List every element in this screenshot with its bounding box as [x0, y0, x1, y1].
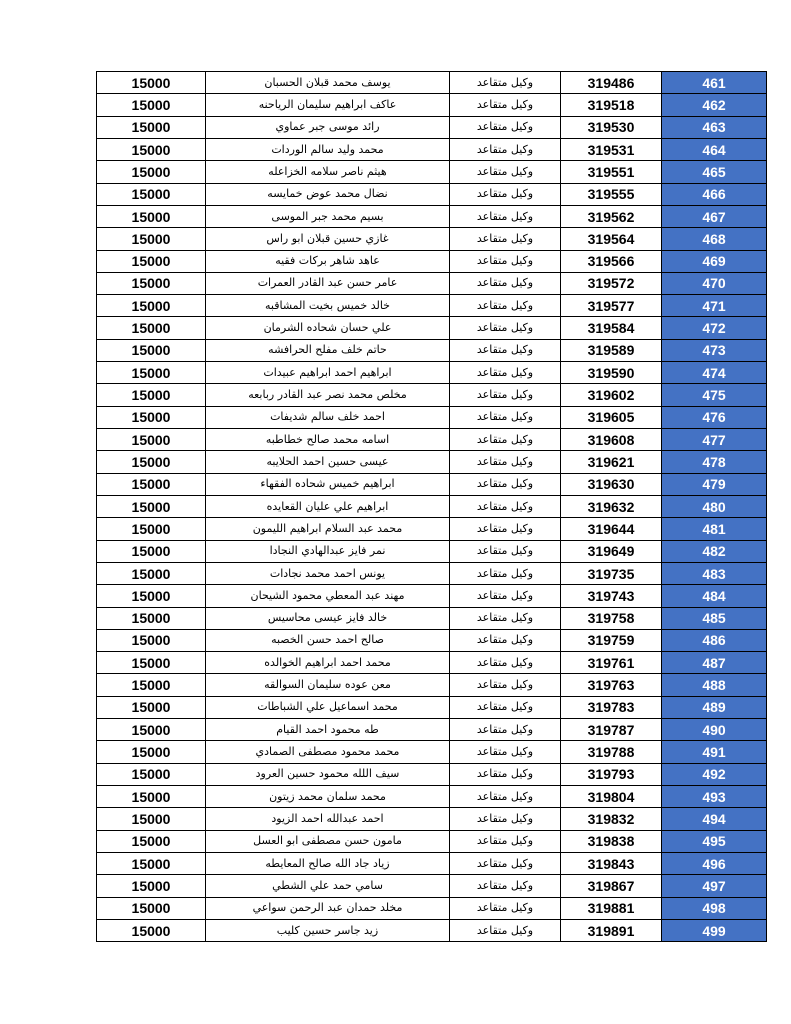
amount-cell: 15000	[97, 161, 206, 183]
amount-cell: 15000	[97, 138, 206, 160]
sequence-cell: 472	[662, 317, 767, 339]
sequence-cell: 478	[662, 451, 767, 473]
role-cell: وكيل متقاعد	[450, 205, 561, 227]
name-cell: عاهد شاهر بركات فقيه	[206, 250, 450, 272]
sequence-cell: 461	[662, 72, 767, 94]
amount-cell: 15000	[97, 473, 206, 495]
amount-cell: 15000	[97, 429, 206, 451]
role-cell: وكيل متقاعد	[450, 696, 561, 718]
table-row	[97, 94, 767, 116]
name-cell: محمد محمود مصطفى الصمادي	[206, 741, 450, 763]
role-cell: وكيل متقاعد	[450, 138, 561, 160]
role-cell: وكيل متقاعد	[450, 562, 561, 584]
table-row	[97, 852, 767, 874]
name-cell: ابراهيم خميس شحاده الفقهاء	[206, 473, 450, 495]
table-row	[97, 786, 767, 808]
code-cell: 319621	[561, 451, 662, 473]
name-cell: يوسف محمد قبلان الحسبان	[206, 72, 450, 94]
amount-cell: 15000	[97, 384, 206, 406]
name-cell: محمد اسماعيل علي الشباطات	[206, 696, 450, 718]
role-cell: وكيل متقاعد	[450, 629, 561, 651]
sequence-cell: 471	[662, 295, 767, 317]
sequence-cell: 468	[662, 228, 767, 250]
amount-cell: 15000	[97, 719, 206, 741]
sequence-cell: 476	[662, 406, 767, 428]
table-row	[97, 228, 767, 250]
sequence-cell: 486	[662, 629, 767, 651]
amount-cell: 15000	[97, 339, 206, 361]
table-row	[97, 384, 767, 406]
amount-cell: 15000	[97, 116, 206, 138]
role-cell: وكيل متقاعد	[450, 295, 561, 317]
table-row	[97, 629, 767, 651]
code-cell: 319577	[561, 295, 662, 317]
table-row	[97, 138, 767, 160]
sequence-cell: 464	[662, 138, 767, 160]
table-row	[97, 607, 767, 629]
table-row	[97, 741, 767, 763]
code-cell: 319590	[561, 362, 662, 384]
sequence-cell: 480	[662, 495, 767, 517]
role-cell: وكيل متقاعد	[450, 585, 561, 607]
name-cell: عيسى حسين احمد الحلايبه	[206, 451, 450, 473]
role-cell: وكيل متقاعد	[450, 317, 561, 339]
code-cell: 319735	[561, 562, 662, 584]
code-cell: 319551	[561, 161, 662, 183]
code-cell: 319759	[561, 629, 662, 651]
code-cell: 319518	[561, 94, 662, 116]
sequence-cell: 475	[662, 384, 767, 406]
table-row	[97, 540, 767, 562]
role-cell: وكيل متقاعد	[450, 652, 561, 674]
role-cell: وكيل متقاعد	[450, 228, 561, 250]
sequence-cell: 466	[662, 183, 767, 205]
name-cell: مخلص محمد نصر عبد القادر ربابعه	[206, 384, 450, 406]
code-cell: 319531	[561, 138, 662, 160]
amount-cell: 15000	[97, 272, 206, 294]
name-cell: طه محمود احمد القيام	[206, 719, 450, 741]
name-cell: غازي حسين قبلان ابو راس	[206, 228, 450, 250]
amount-cell: 15000	[97, 518, 206, 540]
table-row	[97, 295, 767, 317]
name-cell: عاكف ابراهيم سليمان الرياحنه	[206, 94, 450, 116]
code-cell: 319605	[561, 406, 662, 428]
name-cell: علي حسان شحاده الشرمان	[206, 317, 450, 339]
role-cell: وكيل متقاعد	[450, 183, 561, 205]
sequence-cell: 488	[662, 674, 767, 696]
role-cell: وكيل متقاعد	[450, 741, 561, 763]
table-row	[97, 652, 767, 674]
code-cell: 319649	[561, 540, 662, 562]
sequence-cell: 465	[662, 161, 767, 183]
sequence-cell: 479	[662, 473, 767, 495]
role-cell: وكيل متقاعد	[450, 830, 561, 852]
code-cell: 319589	[561, 339, 662, 361]
name-cell: نضال محمد عوض خمايسه	[206, 183, 450, 205]
name-cell: ابراهيم علي عليان القعايده	[206, 495, 450, 517]
code-cell: 319758	[561, 607, 662, 629]
sequence-cell: 494	[662, 808, 767, 830]
table-row	[97, 518, 767, 540]
code-cell: 319608	[561, 429, 662, 451]
name-cell: محمد وليد سالم الوردات	[206, 138, 450, 160]
sequence-cell: 483	[662, 562, 767, 584]
table-row	[97, 339, 767, 361]
sequence-cell: 497	[662, 875, 767, 897]
name-cell: احمد عبدالله احمد الزيود	[206, 808, 450, 830]
role-cell: وكيل متقاعد	[450, 250, 561, 272]
sequence-cell: 498	[662, 897, 767, 919]
table-row	[97, 919, 767, 941]
name-cell: نمر فايز عبدالهادي النجادا	[206, 540, 450, 562]
amount-cell: 15000	[97, 763, 206, 785]
code-cell: 319891	[561, 919, 662, 941]
code-cell: 319804	[561, 786, 662, 808]
table-row	[97, 696, 767, 718]
name-cell: هيثم ناصر سلامه الخزاعله	[206, 161, 450, 183]
name-cell: محمد احمد ابراهيم الخوالده	[206, 652, 450, 674]
role-cell: وكيل متقاعد	[450, 384, 561, 406]
code-cell: 319793	[561, 763, 662, 785]
sequence-cell: 474	[662, 362, 767, 384]
code-cell: 319584	[561, 317, 662, 339]
role-cell: وكيل متقاعد	[450, 763, 561, 785]
code-cell: 319743	[561, 585, 662, 607]
name-cell: خالد فايز عيسى محاسيس	[206, 607, 450, 629]
amount-cell: 15000	[97, 875, 206, 897]
amount-cell: 15000	[97, 362, 206, 384]
table-row	[97, 719, 767, 741]
amount-cell: 15000	[97, 808, 206, 830]
role-cell: وكيل متقاعد	[450, 272, 561, 294]
sequence-cell: 467	[662, 205, 767, 227]
role-cell: وكيل متقاعد	[450, 161, 561, 183]
code-cell: 319602	[561, 384, 662, 406]
table-row	[97, 406, 767, 428]
sequence-cell: 462	[662, 94, 767, 116]
sequence-cell: 469	[662, 250, 767, 272]
table-row	[97, 272, 767, 294]
role-cell: وكيل متقاعد	[450, 786, 561, 808]
amount-cell: 15000	[97, 183, 206, 205]
name-cell: اسامه محمد صالح خطاطبه	[206, 429, 450, 451]
sequence-cell: 463	[662, 116, 767, 138]
role-cell: وكيل متقاعد	[450, 897, 561, 919]
amount-cell: 15000	[97, 250, 206, 272]
amount-cell: 15000	[97, 94, 206, 116]
role-cell: وكيل متقاعد	[450, 674, 561, 696]
table-row	[97, 830, 767, 852]
name-cell: زياد جاد الله صالح المعايطه	[206, 852, 450, 874]
table-row	[97, 473, 767, 495]
code-cell: 319566	[561, 250, 662, 272]
name-cell: محمد سلمان محمد زيتون	[206, 786, 450, 808]
amount-cell: 15000	[97, 406, 206, 428]
table-row	[97, 808, 767, 830]
code-cell: 319632	[561, 495, 662, 517]
amount-cell: 15000	[97, 830, 206, 852]
role-cell: وكيل متقاعد	[450, 116, 561, 138]
sequence-cell: 499	[662, 919, 767, 941]
name-cell: مهند عبد المعطي محمود الشيحان	[206, 585, 450, 607]
sequence-cell: 492	[662, 763, 767, 785]
amount-cell: 15000	[97, 451, 206, 473]
amount-cell: 15000	[97, 228, 206, 250]
table-row	[97, 763, 767, 785]
role-cell: وكيل متقاعد	[450, 719, 561, 741]
name-cell: احمد خلف سالم شديفات	[206, 406, 450, 428]
sequence-cell: 484	[662, 585, 767, 607]
sequence-cell: 491	[662, 741, 767, 763]
amount-cell: 15000	[97, 852, 206, 874]
table-body	[97, 72, 767, 942]
amount-cell: 15000	[97, 897, 206, 919]
amount-cell: 15000	[97, 495, 206, 517]
amount-cell: 15000	[97, 317, 206, 339]
amount-cell: 15000	[97, 562, 206, 584]
code-cell: 319530	[561, 116, 662, 138]
amount-cell: 15000	[97, 295, 206, 317]
amount-cell: 15000	[97, 786, 206, 808]
retirees-table	[96, 71, 767, 942]
name-cell: يونس احمد محمد نجادات	[206, 562, 450, 584]
table-row	[97, 562, 767, 584]
code-cell: 319832	[561, 808, 662, 830]
role-cell: وكيل متقاعد	[450, 362, 561, 384]
amount-cell: 15000	[97, 741, 206, 763]
table-row	[97, 72, 767, 94]
role-cell: وكيل متقاعد	[450, 607, 561, 629]
role-cell: وكيل متقاعد	[450, 72, 561, 94]
name-cell: محمد عبد السلام ابراهيم الليمون	[206, 518, 450, 540]
sequence-cell: 495	[662, 830, 767, 852]
sequence-cell: 470	[662, 272, 767, 294]
role-cell: وكيل متقاعد	[450, 518, 561, 540]
table-row	[97, 674, 767, 696]
table-row	[97, 205, 767, 227]
table-row	[97, 362, 767, 384]
amount-cell: 15000	[97, 674, 206, 696]
table-row	[97, 250, 767, 272]
code-cell: 319486	[561, 72, 662, 94]
table-row	[97, 429, 767, 451]
sequence-cell: 493	[662, 786, 767, 808]
code-cell: 319788	[561, 741, 662, 763]
name-cell: ابراهيم احمد ابراهيم عبيدات	[206, 362, 450, 384]
sequence-cell: 487	[662, 652, 767, 674]
amount-cell: 15000	[97, 919, 206, 941]
table-row	[97, 451, 767, 473]
sequence-cell: 489	[662, 696, 767, 718]
code-cell: 319630	[561, 473, 662, 495]
name-cell: حاتم خلف مفلح الحرافشه	[206, 339, 450, 361]
amount-cell: 15000	[97, 629, 206, 651]
code-cell: 319867	[561, 875, 662, 897]
role-cell: وكيل متقاعد	[450, 495, 561, 517]
name-cell: معن عوده سليمان السوالقه	[206, 674, 450, 696]
code-cell: 319843	[561, 852, 662, 874]
name-cell: زيد جاسر حسين كليب	[206, 919, 450, 941]
code-cell: 319572	[561, 272, 662, 294]
amount-cell: 15000	[97, 585, 206, 607]
amount-cell: 15000	[97, 72, 206, 94]
code-cell: 319787	[561, 719, 662, 741]
role-cell: وكيل متقاعد	[450, 473, 561, 495]
role-cell: وكيل متقاعد	[450, 339, 561, 361]
table-row	[97, 183, 767, 205]
sequence-cell: 473	[662, 339, 767, 361]
table-row	[97, 897, 767, 919]
role-cell: وكيل متقاعد	[450, 406, 561, 428]
role-cell: وكيل متقاعد	[450, 852, 561, 874]
name-cell: صالح احمد حسن الخصبه	[206, 629, 450, 651]
code-cell: 319562	[561, 205, 662, 227]
code-cell: 319761	[561, 652, 662, 674]
name-cell: سيف اللله محمود حسين العرود	[206, 763, 450, 785]
name-cell: مامون حسن مصطفى ابو العسل	[206, 830, 450, 852]
sequence-cell: 496	[662, 852, 767, 874]
name-cell: خالد خميس بخيت المشاقبه	[206, 295, 450, 317]
code-cell: 319881	[561, 897, 662, 919]
code-cell: 319644	[561, 518, 662, 540]
code-cell: 319838	[561, 830, 662, 852]
sequence-cell: 490	[662, 719, 767, 741]
sequence-cell: 482	[662, 540, 767, 562]
role-cell: وكيل متقاعد	[450, 875, 561, 897]
table-row	[97, 875, 767, 897]
role-cell: وكيل متقاعد	[450, 429, 561, 451]
code-cell: 319783	[561, 696, 662, 718]
role-cell: وكيل متقاعد	[450, 808, 561, 830]
table-row	[97, 116, 767, 138]
name-cell: مخلد حمدان عبد الرحمن سواعي	[206, 897, 450, 919]
name-cell: رائد موسى جبر عماوي	[206, 116, 450, 138]
role-cell: وكيل متقاعد	[450, 94, 561, 116]
code-cell: 319564	[561, 228, 662, 250]
name-cell: سامي حمد علي الشطي	[206, 875, 450, 897]
amount-cell: 15000	[97, 540, 206, 562]
name-cell: عامر حسن عبد القادر العمرات	[206, 272, 450, 294]
code-cell: 319555	[561, 183, 662, 205]
role-cell: وكيل متقاعد	[450, 451, 561, 473]
name-cell: بسيم محمد جبر الموسى	[206, 205, 450, 227]
amount-cell: 15000	[97, 696, 206, 718]
table-row	[97, 585, 767, 607]
amount-cell: 15000	[97, 652, 206, 674]
table-row	[97, 317, 767, 339]
sequence-cell: 481	[662, 518, 767, 540]
amount-cell: 15000	[97, 607, 206, 629]
role-cell: وكيل متقاعد	[450, 540, 561, 562]
sequence-cell: 485	[662, 607, 767, 629]
table-row	[97, 495, 767, 517]
sequence-cell: 477	[662, 429, 767, 451]
code-cell: 319763	[561, 674, 662, 696]
amount-cell: 15000	[97, 205, 206, 227]
role-cell: وكيل متقاعد	[450, 919, 561, 941]
table-row	[97, 161, 767, 183]
